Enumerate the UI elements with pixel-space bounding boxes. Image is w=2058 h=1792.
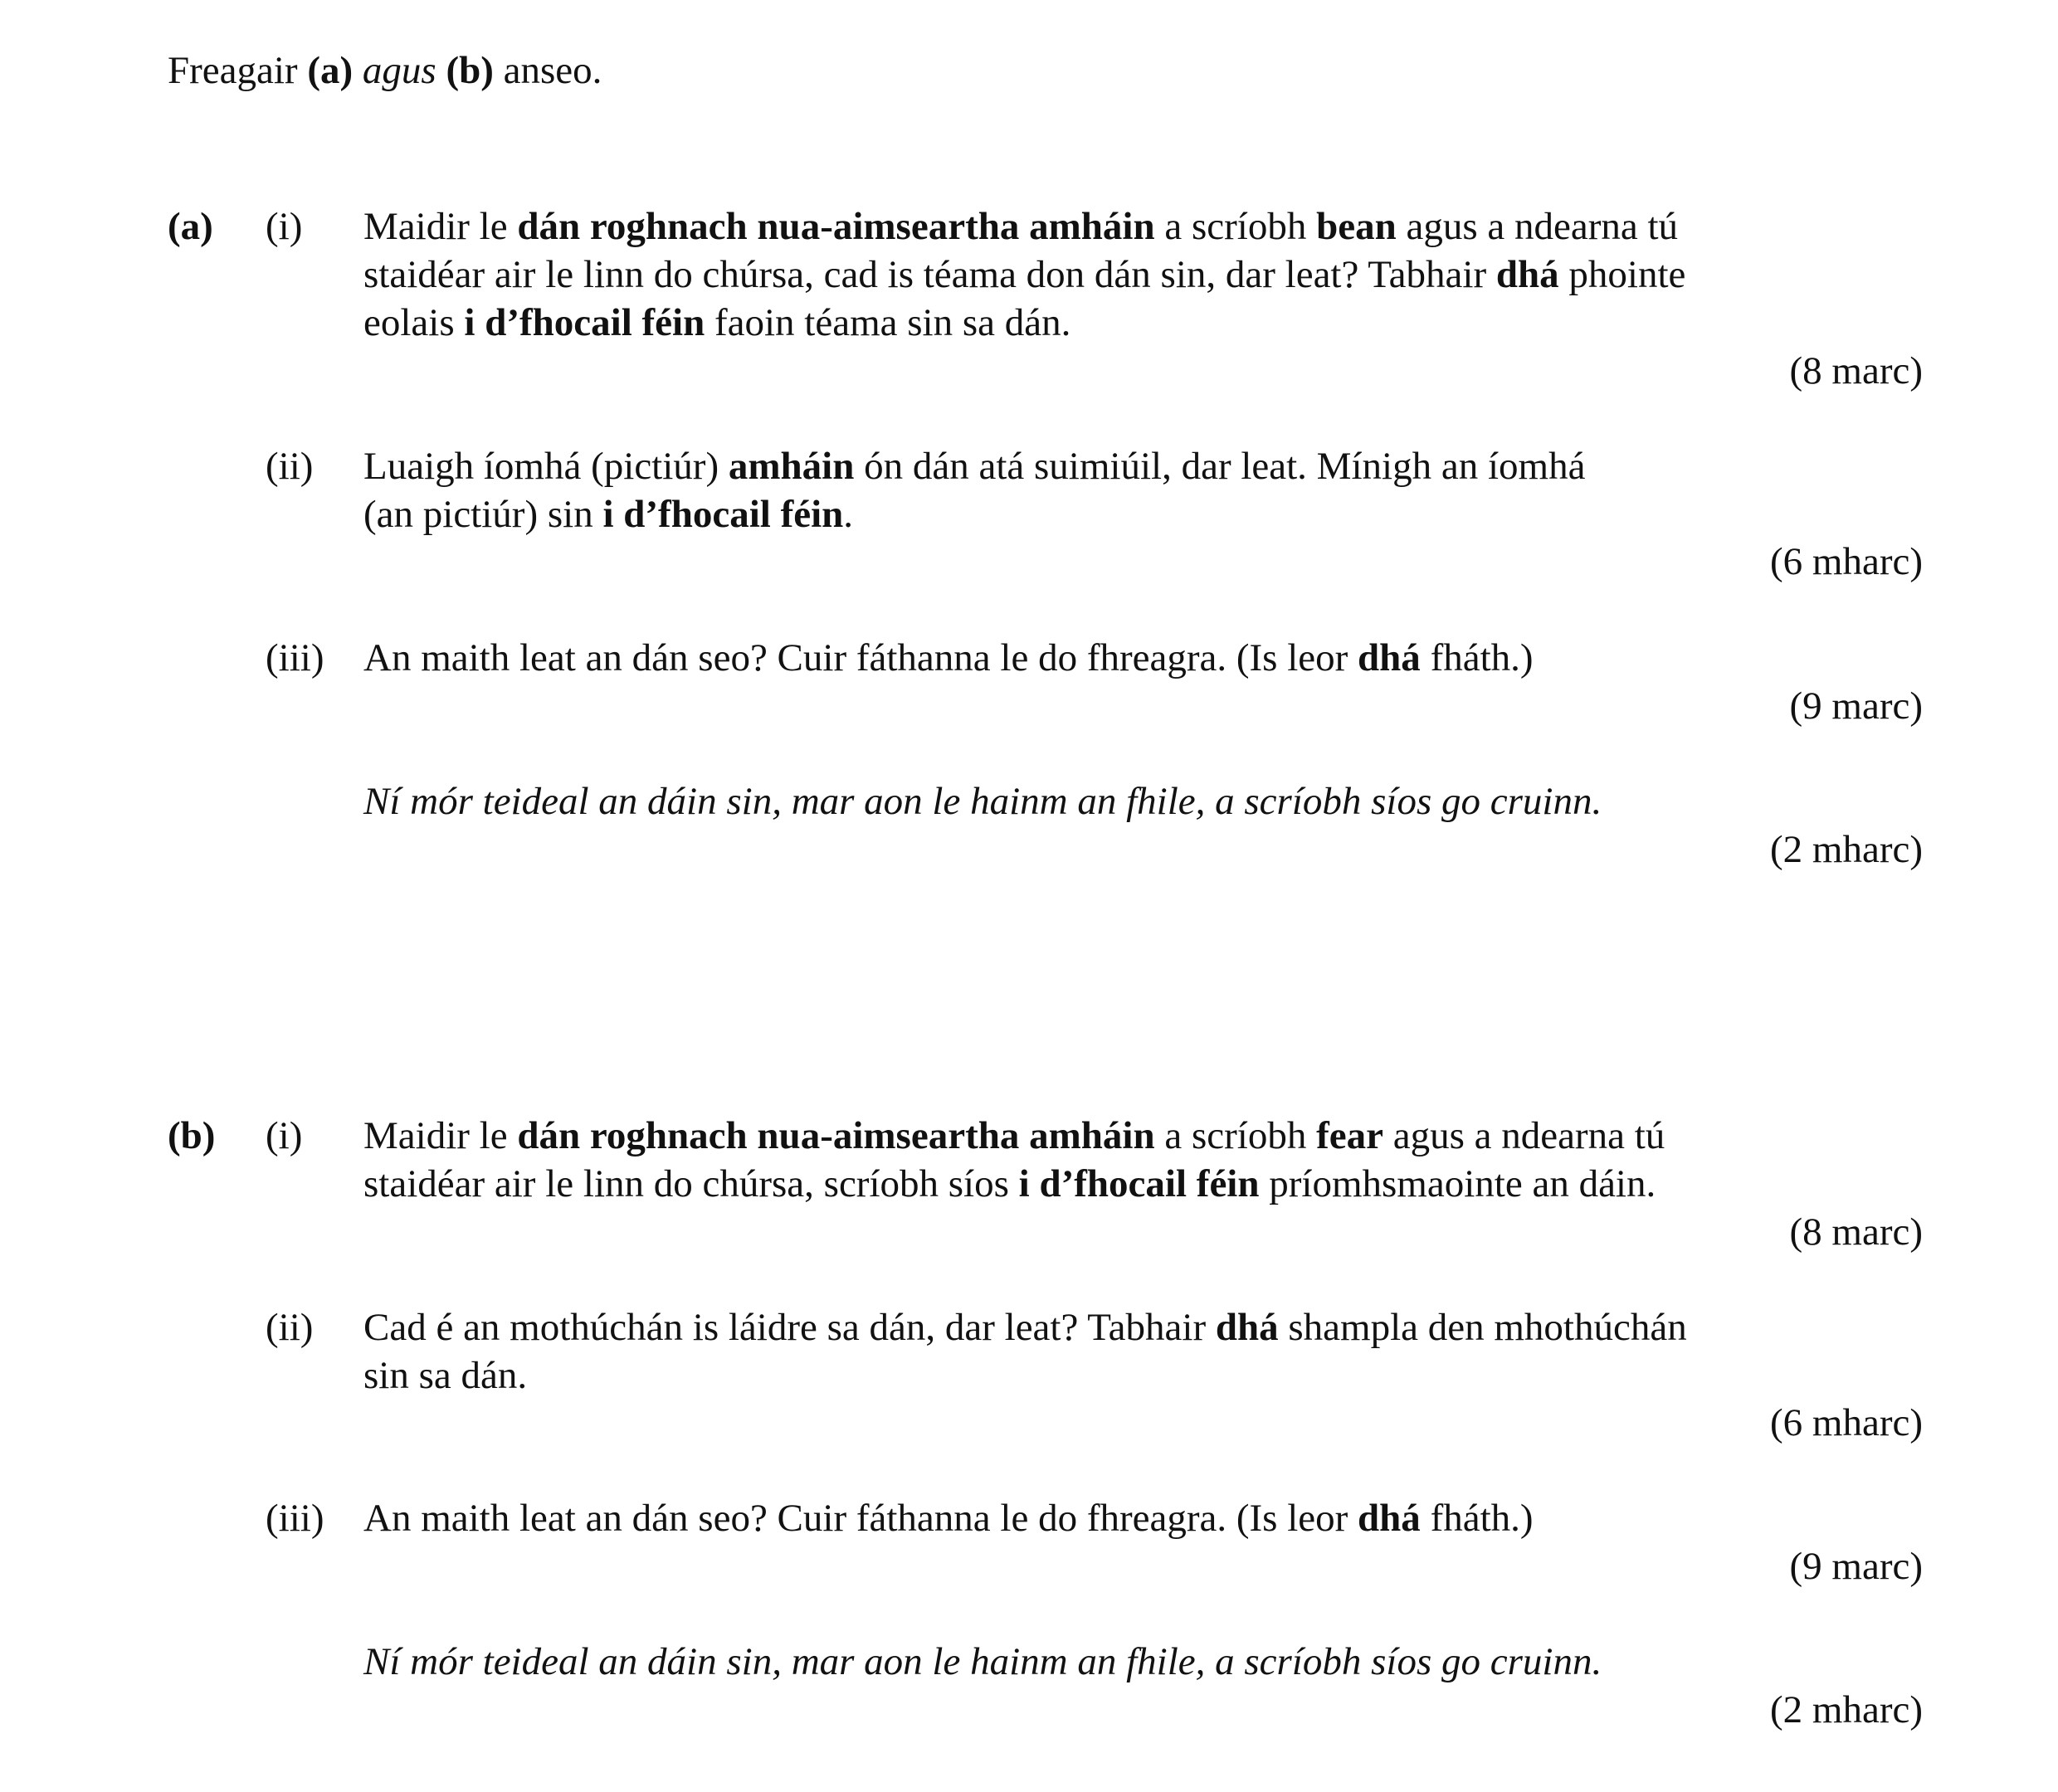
part-b-note-marks: (2 mharc) <box>1770 1688 1923 1731</box>
instruction-agus: agus <box>362 49 436 92</box>
part-b-q2-text: Cad é an mothúchán is láidre sa dán, dar leat? Tabhair dhá shampla den mhothúchán sin sa dán. <box>363 1306 1687 1397</box>
part-b-q1-marks: (8 marc) <box>1789 1210 1923 1254</box>
part-b-q1-text: Maidir le dán roghnach nua-aimseartha amháin a scríobh fear agus a ndearna tú staidéar air le linn do chúrsa, scríobh síos i d’fhocail féin príomhsmaointe an dáin. <box>363 1114 1665 1205</box>
part-b-label: (b) <box>168 1114 216 1157</box>
instruction-text: Freagair <box>168 49 298 92</box>
part-a-q1-marks: (8 marc) <box>1789 349 1923 392</box>
part-b-q2-marks: (6 mharc) <box>1770 1401 1923 1444</box>
part-a-q2-number: (ii) <box>266 445 314 488</box>
part-b-q1-number: (i) <box>266 1114 303 1157</box>
part-a-label: (a) <box>168 205 213 248</box>
part-a-q3-number: (iii) <box>266 636 324 679</box>
part-a-q2-text: Luaigh íomhá (pictiúr) amháin ón dán atá suimiúil, dar leat. Mínigh an íomhá (an pictiúr) sin i d’fhocail féin. <box>363 445 1586 536</box>
instruction-part-b-ref: (b) <box>446 49 494 92</box>
part-b-q2-number: (ii) <box>266 1306 314 1349</box>
part-a-q1-number: (i) <box>266 205 303 248</box>
part-a-q1-text: Maidir le dán roghnach nua-aimseartha amháin a scríobh bean agus a ndearna tú staidéar air le linn do chúrsa, cad is téama don dán sin, dar leat? Tabhair dhá phointe eolais i d’fhocail féin faoin téama sin sa dán. <box>363 205 1686 344</box>
instruction-part-a-ref: (a) <box>307 49 354 92</box>
part-b-note: Ní mór teideal an dáin sin, mar aon le hainm an fhile, a scríobh síos go cruinn. <box>363 1640 1602 1683</box>
part-a-q2-marks: (6 mharc) <box>1770 540 1923 583</box>
part-b-q3-marks: (9 marc) <box>1789 1545 1923 1588</box>
part-b-q3-number: (iii) <box>266 1497 324 1540</box>
part-a-note-marks: (2 mharc) <box>1770 828 1923 871</box>
instruction-end: anseo. <box>503 49 602 92</box>
part-a-q3-text: An maith leat an dán seo? Cuir fáthanna le do fhreagra. (Is leor dhá fháth.) <box>363 636 1534 679</box>
part-b-q3-text: An maith leat an dán seo? Cuir fáthanna le do fhreagra. (Is leor dhá fháth.) <box>363 1497 1534 1540</box>
instruction <box>168 46 602 95</box>
part-a-q3-marks: (9 marc) <box>1789 684 1923 728</box>
part-a-note: Ní mór teideal an dáin sin, mar aon le hainm an fhile, a scríobh síos go cruinn. <box>363 780 1602 823</box>
